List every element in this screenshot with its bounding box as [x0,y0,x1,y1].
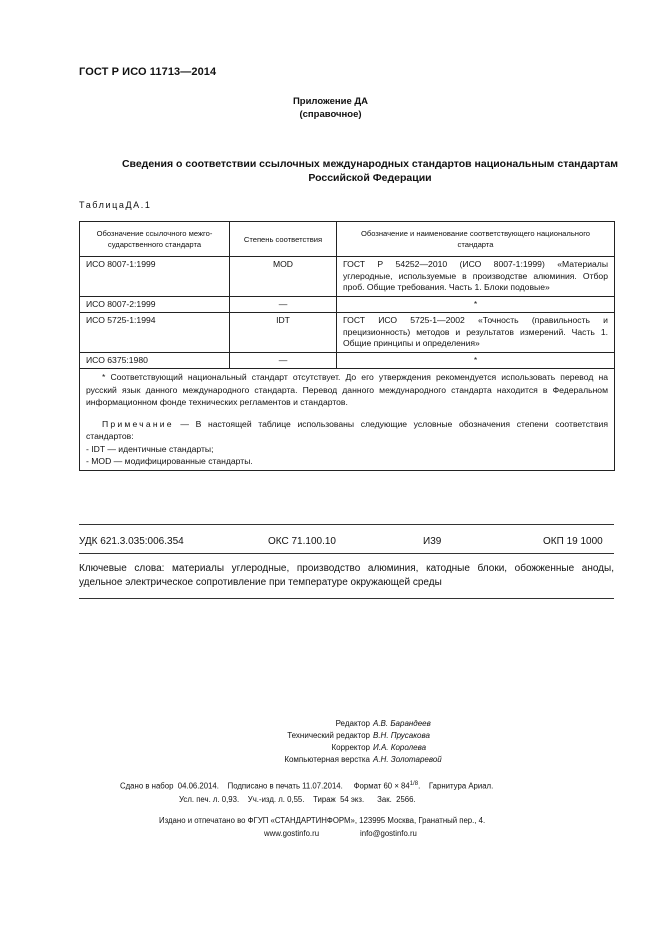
divider-bottom [79,598,614,599]
format-fraction: 1/8 [409,781,419,787]
table-row [80,352,615,369]
imprint-print-info: Сдано в набор 04.06.2014. Подписано в печать 11.07.2014. Формат 60 × 84 [120,781,410,791]
note-label: Примечание [102,418,174,429]
section-title-line1: Сведения о соответствии ссылочных международных стандартов национальным стандартам [121,158,619,170]
cell-standard: ИСО 5725-1:1994 [80,313,230,353]
cell-standard: ИСО 8007-1:1999 [80,257,230,297]
table-notes [80,369,615,471]
website-link[interactable]: www.gostinfo.ru [264,829,320,838]
header-national-standard: Обозначение и наименование соответствующего национального стандарта [337,222,615,257]
cell-standard: ИСО 6375:1980 [80,352,230,369]
header-reference-standard: Обозначение ссылочного межго-сударственного стандарта [80,222,230,257]
cell-degree: — [230,296,337,313]
header-degree: Степень соответствия [230,222,337,257]
table-caption: ТаблицаДА.1 [79,200,152,210]
divider-middle [79,553,614,554]
table-row [80,257,615,297]
table-footnote: * Соответствующий национальный стандарт отсутствует. До его утверждения рекомендуется использовать перевод на русский язык данного международного стандарта. Перевод данного международного стандарта находится в Федеральном информационном фонде технических регламентов и стандартов. [86,372,608,407]
oks-code: ОКС 71.100.10 [268,536,336,547]
imprint-line1 [120,781,493,791]
imprint-publisher: Издано и отпечатано во ФГУП «СТАНДАРТИНФОРМ», 123995 Москва, Гранатный пер., 4. [159,816,486,825]
appendix-title: Приложение ДА [292,96,369,107]
table-row [80,296,615,313]
credit-name: В.Н. Прусакова [373,731,430,740]
cell-national: * [337,296,615,313]
credit-role: Технический редактор [287,731,370,740]
divider-top [79,524,614,525]
cell-national: * [337,352,615,369]
table-header-row [80,222,615,257]
section-title-line2: Российской Федерации [308,172,432,184]
table-notes-row [80,369,615,471]
keywords: Ключевые слова: материалы углеродные, производство алюминия, катодные блоки, обожженные аноды, удельное электрическое сопротивление при температуре окружающей среды [79,563,614,588]
correspondence-table [79,221,615,471]
cell-degree: MOD [230,257,337,297]
cell-standard: ИСО 8007-2:1999 [80,296,230,313]
credit-name: И.А. Королева [373,743,427,752]
email-link[interactable]: info@gostinfo.ru [360,829,417,838]
credit-name: А.В. Барандеев [373,719,431,728]
table-row [80,313,615,353]
okp-code: ОКП 19 1000 [543,536,603,547]
imprint-line2: Усл. печ. л. 0,93. Уч.-изд. л. 0,55. Тираж 54 экз. Зак. 2566. [179,795,416,804]
document-header: ГОСТ Р ИСО 11713—2014 [79,66,217,78]
note-item: - MOD — модифицированные стандарты. [86,456,253,466]
table-note [86,418,608,443]
udk-code: УДК 621.3.035:006.354 [79,536,184,547]
credit-name: А.Н. Золотаревой [373,755,442,764]
cell-degree: — [230,352,337,369]
imprint-typeface: . Гарнитура Ариал. [418,781,494,791]
appendix-subtitle: (справочное) [299,109,362,120]
note-text: — В настоящей таблице использованы следующие условные обозначения степени соответствия стандартов: [86,418,608,441]
credit-role: Компьютерная верстка [284,755,370,764]
section-title [70,157,661,185]
credit-role: Редактор [335,719,370,728]
credit-role: Корректор [331,743,370,752]
cell-national: ГОСТ ИСО 5725-1—2002 «Точность (правильность и прецизионность) методов и результатов измерений. Часть 1. Общие принципы и определения» [337,313,615,353]
cell-national: ГОСТ Р 54252—2010 (ИСО 8007-1:1999) «Материалы углеродные, используемые в производстве алюминия. Отбор проб. Общие требования. Часть 1. Блоки подовые» [337,257,615,297]
cell-degree: IDT [230,313,337,353]
group-code: И39 [423,536,442,547]
note-item: - IDT — идентичные стандарты; [86,443,214,454]
